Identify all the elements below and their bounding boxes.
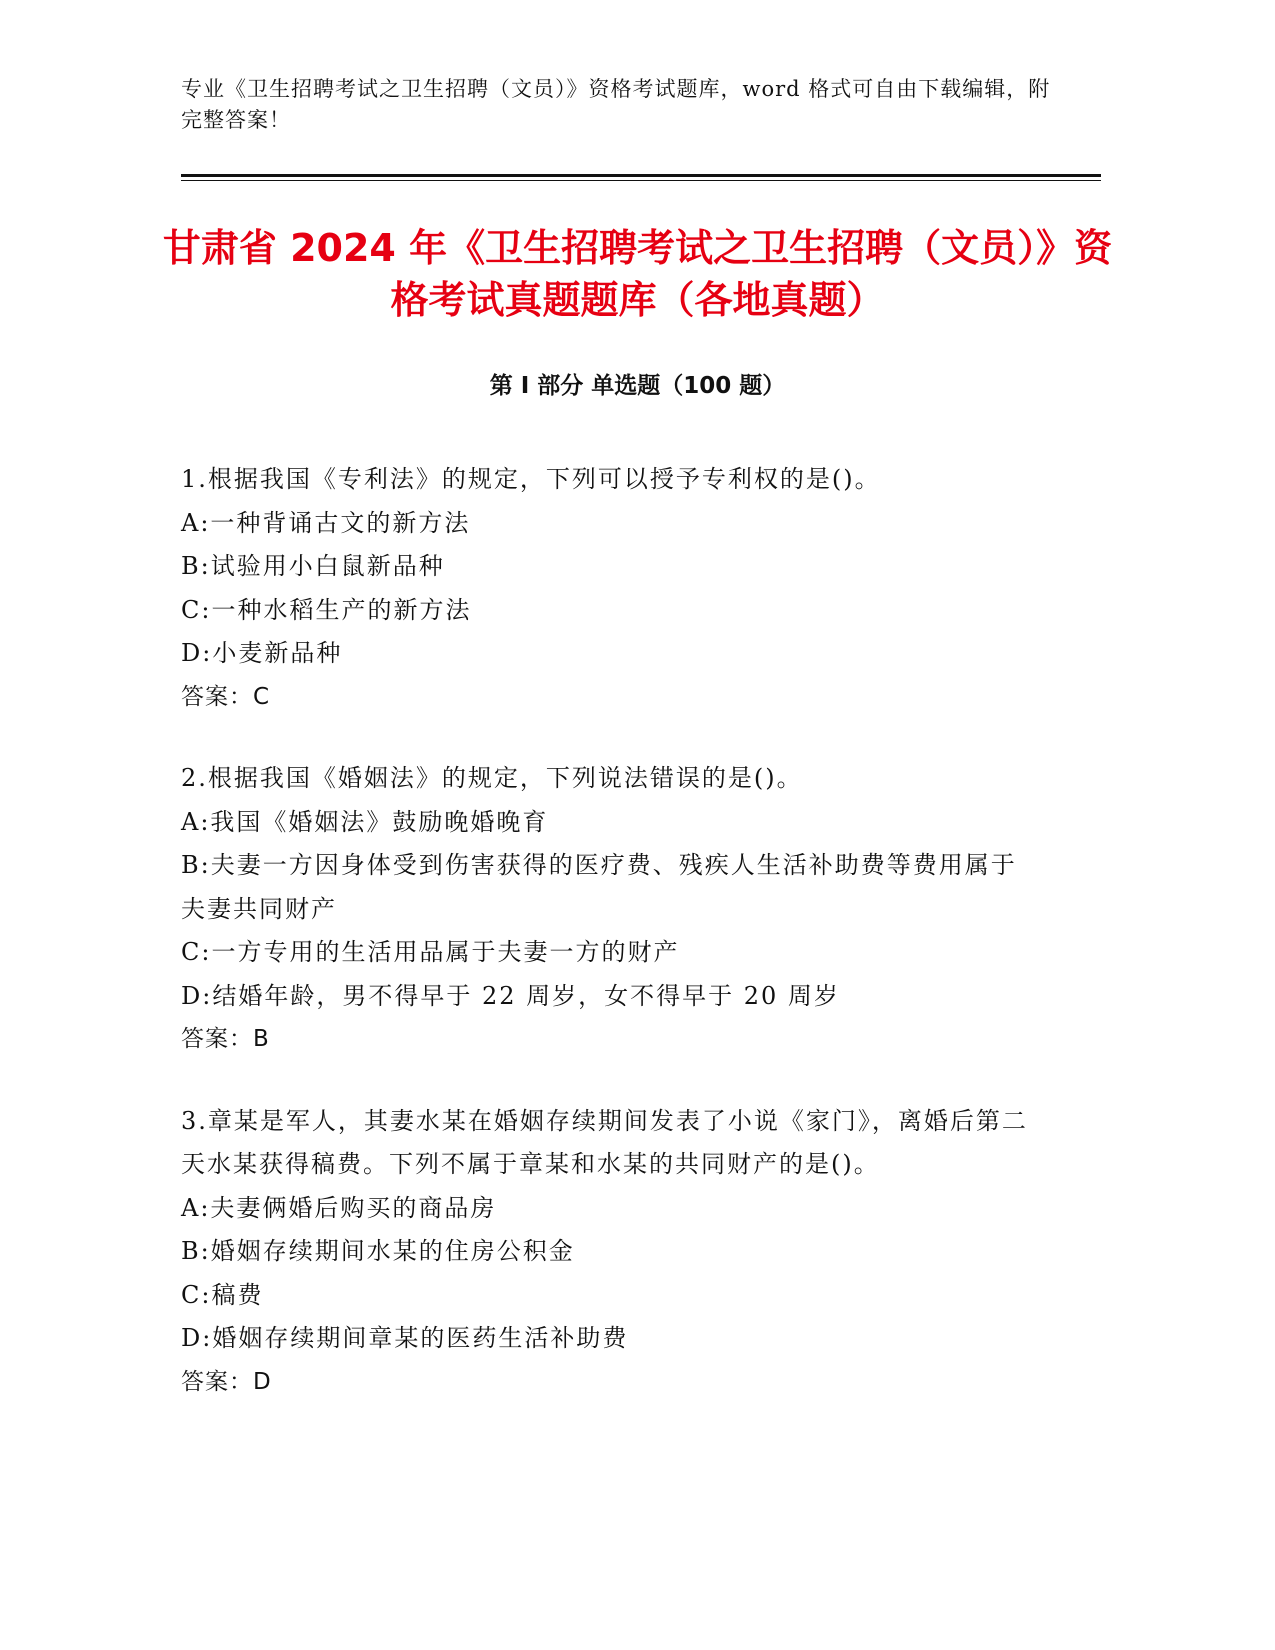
option-a: A:一种背诵古文的新方法: [181, 508, 471, 537]
option-d: D:结婚年龄，男不得早于 22 周岁，女不得早于 20 周岁: [181, 981, 840, 1010]
option-a: A:我国《婚姻法》鼓励晚婚晚育: [181, 807, 549, 836]
question-3: [181, 1100, 1031, 1405]
option-d: D:婚姻存续期间章某的医药生活补助费: [181, 1324, 629, 1352]
question-1: [181, 458, 1031, 719]
option-c: C:一种水稻生产的新方法: [181, 595, 472, 624]
option-b: B:夫妻一方因身体受到伤害获得的医疗费、残疾人生活补助费等费用属于夫妻共同财产: [181, 851, 1017, 923]
question-stem: 1.根据我国《专利法》的规定，下列可以授予专利权的是()。: [181, 465, 881, 493]
header-divider: [181, 174, 1101, 181]
option-a: A:夫妻俩婚后购买的商品房: [181, 1193, 497, 1222]
option-d: D:小麦新品种: [181, 639, 343, 667]
answer: 答案：B: [181, 1026, 270, 1052]
question-2: [181, 757, 1031, 1062]
answer: 答案：C: [181, 683, 271, 710]
question-list: [181, 458, 1031, 1442]
option-b: B:试验用小白鼠新品种: [181, 552, 445, 580]
option-c: C:一方专用的生活用品属于夫妻一方的财产: [181, 938, 680, 966]
question-stem: 3.章某是军人，其妻水某在婚姻存续期间发表了小说《家门》，离婚后第二天水某获得稿费。下列不属于章某和水某的共同财产的是()。: [181, 1106, 1028, 1178]
question-stem: 2.根据我国《婚姻法》的规定，下列说法错误的是()。: [181, 764, 803, 792]
answer: 答案：D: [181, 1368, 272, 1395]
option-b: B:婚姻存续期间水某的住房公积金: [181, 1237, 575, 1265]
header-note: 专业《卫生招聘考试之卫生招聘（文员）》资格考试题库，word 格式可自由下载编辑，附完整答案！: [181, 77, 1051, 132]
section-title: 第 I 部分 单选题（100 题）: [489, 373, 786, 399]
document-title: 甘肃省 2024 年《卫生招聘考试之卫生招聘（文员）》资格考试真题题库（各地真题）: [162, 226, 1113, 322]
option-c: C:稿费: [181, 1280, 264, 1309]
